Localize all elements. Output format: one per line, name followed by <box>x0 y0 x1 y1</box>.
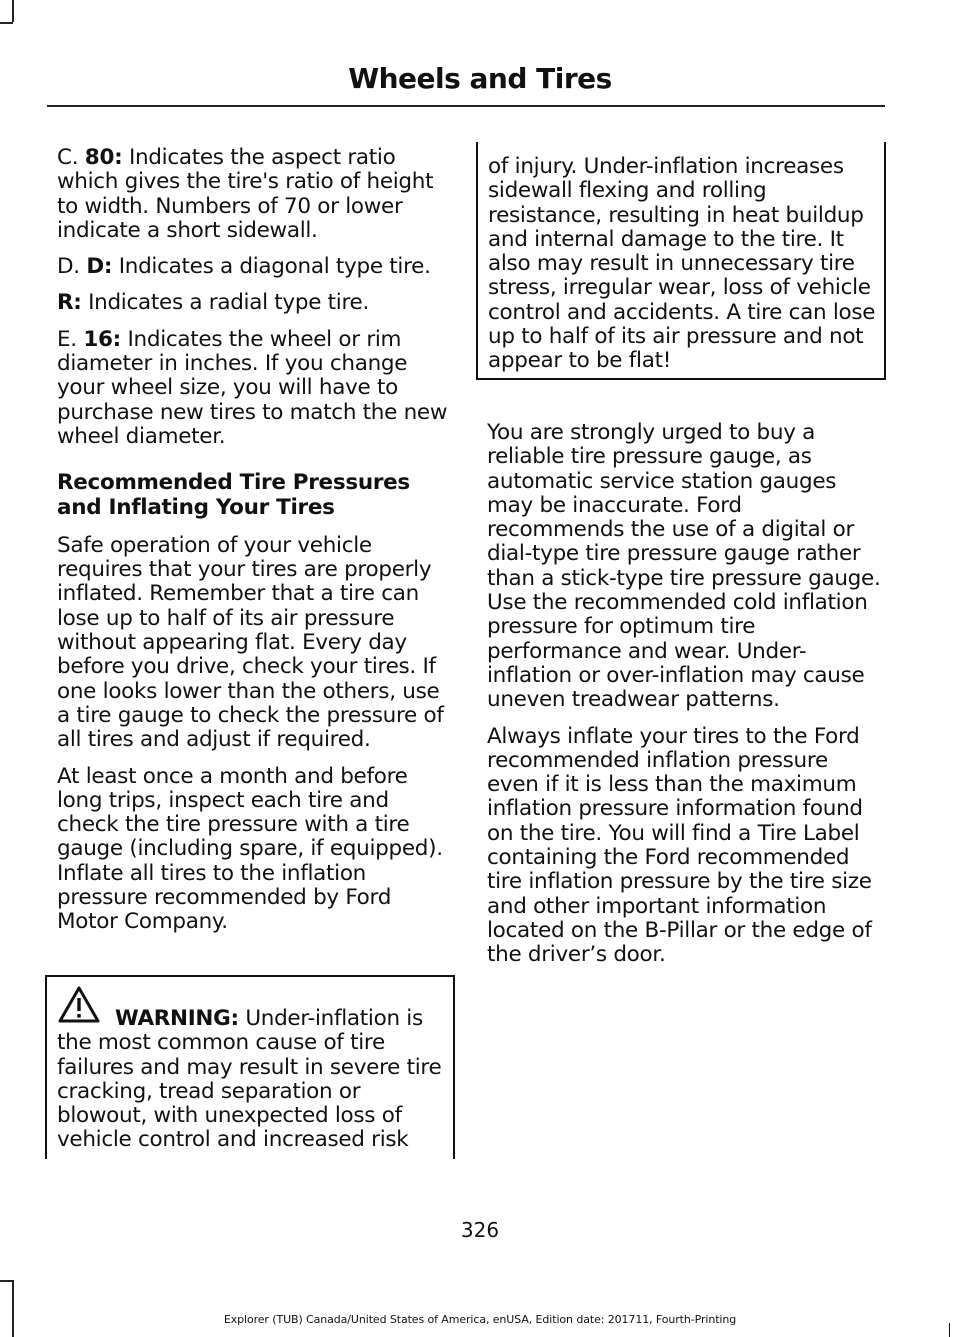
crop-mark-bottom-left-horizontal <box>0 1280 13 1282</box>
body-paragraph: Safe operation of your vehicle requires that your tires are properly inflated. Remember that a tire can lose up to half of its air pressure without appearing flat. Every day before you drive, check your tires. If one looks lower than the others, use a tire gauge to check the pressure of all tires and adjust if required. <box>57 532 444 753</box>
warning-box <box>45 975 455 1159</box>
warning-box-continued <box>476 142 886 380</box>
warning-text-continued: of injury. Under-inflation increases sidewall flexing and rolling resistance, resulting in heat buildup and internal damage to the tire. It also may result in unnecessary tire stress, irregular wear, loss of vehicle control and accidents. A tire can lose up to half of its air pressure and not appear to be flat! <box>488 154 876 374</box>
tire-code-label: R: <box>57 290 82 316</box>
page-title: Wheels and Tires <box>348 62 612 95</box>
tire-code-item: E. 16: Indicates the wheel or rim diameter in inches. If you change your wheel size, you will have to purchase new tires to match the new wheel diameter. <box>57 326 448 449</box>
tire-code-label: D: <box>86 254 113 280</box>
tire-code-item: D. D: Indicates a diagonal type tire. <box>57 254 431 280</box>
body-paragraph: You are strongly urged to buy a reliable tire pressure gauge, as automatic service station gauges may be inaccurate. Ford recommends the use of a digital or dial-type tire pressure gauge rather than a stick-type tire pressure gauge. Use the recommended cold inflation pressure for optimum tire performance and wear. Under-inflation or over-inflation may cause uneven treadwear patterns. <box>487 420 881 713</box>
crop-mark-top-left-vertical <box>12 0 14 22</box>
page-number: 326 <box>460 1218 500 1242</box>
warning-label: WARNING: <box>115 1006 239 1031</box>
tire-code-label: 16: <box>83 326 121 352</box>
crop-mark-top-left-horizontal <box>0 22 13 24</box>
right-column <box>487 421 881 980</box>
warning-text: WARNING: Under-inflation is the most common cause of tire failures and may result in severe tire cracking, tread separation or blowout, with unexpected loss of vehicle control and increased risk <box>57 1006 442 1153</box>
header-divider <box>47 105 885 107</box>
body-paragraph: At least once a month and before long trips, inspect each tire and check the tire pressure with a tire gauge (including spare, if equipped). Inflate all tires to the inflation pressure recommended by Ford Motor Company. <box>57 763 443 935</box>
tire-code-label: 80: <box>84 145 123 170</box>
left-column <box>57 146 449 947</box>
crop-mark-bottom-left-vertical <box>12 1280 14 1337</box>
footer-edition-info: Explorer (TUB) Canada/United States of America, enUSA, Edition date: 201711, Fourth-Printing <box>223 1313 737 1326</box>
body-paragraph: Always inflate your tires to the Ford recommended inflation pressure even if it is less than the maximum inflation pressure information found on the tire. You will find a Tire Label containing the Ford recommended tire inflation pressure by the tire size and other important information located on the B-Pillar or the edge of the driver’s door. <box>487 723 872 968</box>
tire-code-item: R: Indicates a radial type tire. <box>57 290 369 316</box>
section-heading: Recommended Tire Pressures and Inflating Your Tires <box>57 470 410 520</box>
tire-code-item: C. 80: Indicates the aspect ratio which gives the tire's ratio of height to width. Numbers of 70 or lower indicate a short sidewall. <box>57 145 434 243</box>
